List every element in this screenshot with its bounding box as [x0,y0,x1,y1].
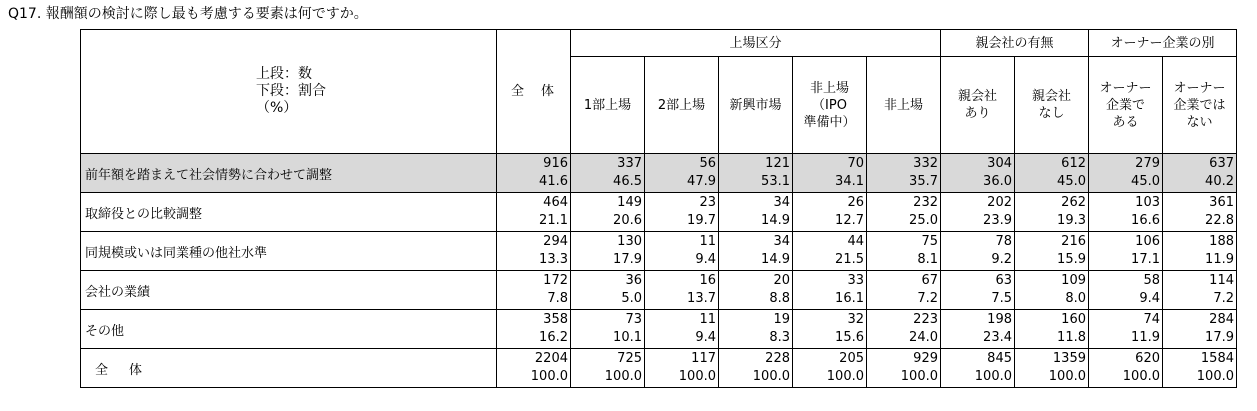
percent-value: 8.8 [769,291,790,306]
percent-value: 53.1 [761,174,790,189]
percent-value: 23.4 [983,330,1012,345]
data-cell [645,310,719,349]
count-value: 916 [543,156,568,171]
count-value: 223 [913,312,938,327]
table-row [81,193,1237,232]
corner-line-2: 下段：割合（%） [256,83,326,116]
percent-value: 11.9 [1205,252,1234,267]
data-cell [867,349,941,388]
percent-value: 100.0 [678,369,716,384]
row-label: 会社の業績 [81,271,497,310]
count-value: 612 [1061,156,1086,171]
percent-value: 7.8 [547,291,568,306]
data-cell [497,349,571,388]
data-cell [719,232,793,271]
percent-value: 17.1 [1131,252,1160,267]
data-cell [793,154,867,193]
group-header-parent: 親会社の有無 [941,30,1089,57]
data-cell [497,271,571,310]
percent-value: 7.2 [917,291,938,306]
data-cell [719,193,793,232]
percent-value: 19.3 [1057,213,1086,228]
count-value: 44 [847,234,864,249]
count-value: 202 [987,195,1012,210]
data-cell [645,232,719,271]
percent-value: 46.5 [613,174,642,189]
data-cell [1089,310,1163,349]
count-value: 232 [913,195,938,210]
count-value: 130 [617,234,642,249]
col-header: 非上場 （IPO 準備中） [793,57,867,154]
data-cell [1015,154,1089,193]
count-value: 198 [987,312,1012,327]
data-cell [1163,154,1237,193]
percent-value: 100.0 [1196,369,1234,384]
percent-value: 34.1 [835,174,864,189]
percent-value: 100.0 [752,369,790,384]
count-value: 228 [765,351,790,366]
count-value: 109 [1061,273,1086,288]
data-cell [941,193,1015,232]
percent-value: 47.9 [687,174,716,189]
data-cell [645,154,719,193]
count-value: 33 [847,273,864,288]
percent-value: 11.8 [1057,330,1086,345]
data-cell [571,349,645,388]
question-title: Q17. 報酬額の検討に際し最も考慮する要素は何ですか。 [8,6,368,22]
percent-value: 15.6 [835,330,864,345]
data-cell [719,310,793,349]
percent-value: 100.0 [604,369,642,384]
data-cell [1163,193,1237,232]
count-value: 58 [1143,273,1160,288]
data-cell [719,271,793,310]
percent-value: 19.7 [687,213,716,228]
count-value: 284 [1209,312,1234,327]
percent-value: 100.0 [974,369,1012,384]
percent-value: 16.6 [1131,213,1160,228]
percent-value: 21.5 [835,252,864,267]
col-header: 新興市場 [719,57,793,154]
col-header: 親会社 なし [1015,57,1089,154]
data-cell [941,154,1015,193]
data-cell [1163,232,1237,271]
count-value: 103 [1135,195,1160,210]
count-value: 19 [773,312,790,327]
col-header: 親会社 あり [941,57,1015,154]
count-value: 34 [773,195,790,210]
percent-value: 17.9 [1205,330,1234,345]
percent-value: 21.1 [539,213,568,228]
count-value: 725 [617,351,642,366]
percent-value: 8.0 [1065,291,1086,306]
count-value: 1584 [1200,351,1234,366]
percent-value: 12.7 [835,213,864,228]
percent-value: 100.0 [1048,369,1086,384]
count-value: 337 [617,156,642,171]
count-value: 216 [1061,234,1086,249]
percent-value: 22.8 [1205,213,1234,228]
data-cell [1089,349,1163,388]
row-label: 全 体 [81,349,497,388]
count-value: 149 [617,195,642,210]
count-value: 67 [921,273,938,288]
percent-value: 20.6 [613,213,642,228]
data-cell [1015,349,1089,388]
count-value: 26 [847,195,864,210]
data-cell [1089,154,1163,193]
data-cell [1163,310,1237,349]
data-cell [1163,349,1237,388]
count-value: 73 [625,312,642,327]
data-cell [1015,232,1089,271]
data-cell [645,349,719,388]
percent-value: 35.7 [909,174,938,189]
count-value: 294 [543,234,568,249]
percent-value: 24.0 [909,330,938,345]
col-header: 非上場 [867,57,941,154]
col-header: オーナー 企業では ない [1163,57,1237,154]
percent-value: 14.9 [761,213,790,228]
data-cell [793,310,867,349]
count-value: 1359 [1052,351,1086,366]
col-header: 2部上場 [645,57,719,154]
table-row [81,310,1237,349]
count-value: 121 [765,156,790,171]
count-value: 70 [847,156,864,171]
row-label: その他 [81,310,497,349]
data-cell [571,193,645,232]
data-cell [497,154,571,193]
data-cell [1089,271,1163,310]
percent-value: 9.4 [1139,291,1160,306]
group-header-listing: 上場区分 [571,30,941,57]
percent-value: 36.0 [983,174,1012,189]
percent-value: 7.5 [991,291,1012,306]
data-cell [1015,271,1089,310]
percent-value: 9.4 [695,252,716,267]
data-cell [645,193,719,232]
percent-value: 8.3 [769,330,790,345]
count-value: 75 [921,234,938,249]
count-value: 106 [1135,234,1160,249]
data-cell [497,193,571,232]
col-header: 1部上場 [571,57,645,154]
col-header: オーナー 企業で ある [1089,57,1163,154]
percent-value: 100.0 [826,369,864,384]
col-header-total: 全 体 [497,30,571,154]
data-cell [793,193,867,232]
data-cell [1015,193,1089,232]
data-cell [941,232,1015,271]
count-value: 114 [1209,273,1234,288]
data-cell [793,271,867,310]
percent-value: 13.7 [687,291,716,306]
row-label: 同規模或いは同業種の他社水準 [81,232,497,271]
percent-value: 14.9 [761,252,790,267]
count-value: 358 [543,312,568,327]
data-cell [571,154,645,193]
percent-value: 17.9 [613,252,642,267]
percent-value: 7.2 [1213,291,1234,306]
count-value: 74 [1143,312,1160,327]
percent-value: 16.2 [539,330,568,345]
percent-value: 41.6 [539,174,568,189]
count-value: 2204 [534,351,568,366]
data-cell [571,271,645,310]
table-row [81,232,1237,271]
count-value: 32 [847,312,864,327]
percent-value: 25.0 [909,213,938,228]
percent-value: 100.0 [530,369,568,384]
count-value: 11 [699,234,716,249]
percent-value: 9.2 [991,252,1012,267]
percent-value: 45.0 [1057,174,1086,189]
table-row [81,271,1237,310]
percent-value: 15.9 [1057,252,1086,267]
data-cell [1163,271,1237,310]
count-value: 56 [699,156,716,171]
count-value: 637 [1209,156,1234,171]
count-value: 929 [913,351,938,366]
data-cell [497,232,571,271]
data-cell [867,310,941,349]
count-value: 262 [1061,195,1086,210]
percent-value: 9.4 [695,330,716,345]
data-cell [1089,193,1163,232]
percent-value: 13.3 [539,252,568,267]
data-cell [1089,232,1163,271]
count-value: 620 [1135,351,1160,366]
table-row [81,154,1237,193]
count-value: 11 [699,312,716,327]
count-value: 34 [773,234,790,249]
data-cell [1015,310,1089,349]
data-cell [719,154,793,193]
count-value: 78 [995,234,1012,249]
count-value: 63 [995,273,1012,288]
data-cell [793,349,867,388]
count-value: 361 [1209,195,1234,210]
count-value: 160 [1061,312,1086,327]
count-value: 332 [913,156,938,171]
count-value: 279 [1135,156,1160,171]
corner-line-1: 上段：数 [256,66,312,82]
count-value: 205 [839,351,864,366]
data-cell [867,232,941,271]
count-value: 16 [699,273,716,288]
table-row [81,349,1237,388]
data-cell [497,310,571,349]
count-value: 304 [987,156,1012,171]
percent-value: 11.9 [1131,330,1160,345]
row-label: 前年額を踏まえて社会情勢に合わせて調整 [81,154,497,193]
percent-value: 40.2 [1205,174,1234,189]
count-value: 845 [987,351,1012,366]
data-cell [867,271,941,310]
count-value: 464 [543,195,568,210]
group-header-owner: オーナー企業の別 [1089,30,1237,57]
percent-value: 10.1 [613,330,642,345]
data-cell [867,154,941,193]
count-value: 23 [699,195,716,210]
data-cell [941,349,1015,388]
count-value: 117 [691,351,716,366]
percent-value: 16.1 [835,291,864,306]
data-cell [867,193,941,232]
percent-value: 8.1 [917,252,938,267]
percent-value: 100.0 [900,369,938,384]
count-value: 36 [625,273,642,288]
percent-value: 5.0 [621,291,642,306]
percent-value: 100.0 [1122,369,1160,384]
data-cell [571,232,645,271]
row-label: 取締役との比較調整 [81,193,497,232]
percent-value: 23.9 [983,213,1012,228]
count-value: 188 [1209,234,1234,249]
data-cell [719,349,793,388]
data-cell [793,232,867,271]
corner-header [81,30,497,154]
data-cell [645,271,719,310]
results-table [80,29,1237,388]
percent-value: 45.0 [1131,174,1160,189]
count-value: 172 [543,273,568,288]
data-cell [571,310,645,349]
data-cell [941,271,1015,310]
count-value: 20 [773,273,790,288]
data-cell [941,310,1015,349]
